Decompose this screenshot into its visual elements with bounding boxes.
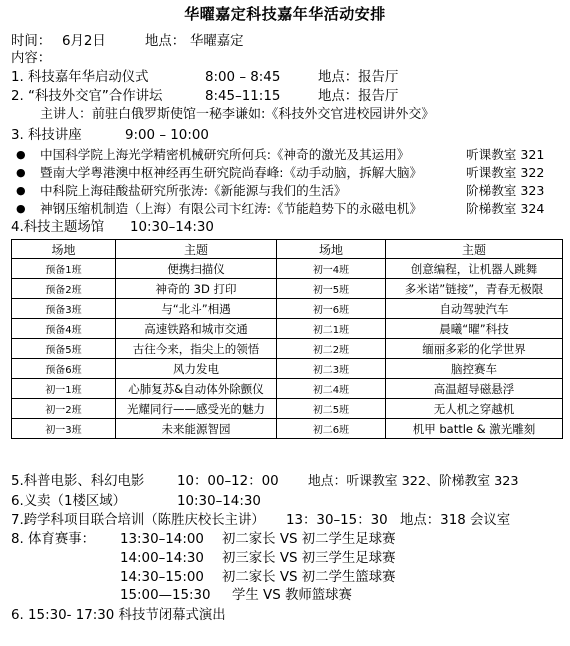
time-label: 时间： bbox=[11, 34, 52, 49]
table-header-cell: 主题 bbox=[386, 240, 563, 259]
table-row bbox=[12, 299, 563, 319]
sports-time: 14:00–14:30 bbox=[120, 551, 204, 566]
item1-time: 8:00 – 8:45 bbox=[205, 70, 281, 85]
table-cell: 古往今来，指尖上的领悟 bbox=[116, 339, 277, 359]
table-cell: 创意编程，让机器人跳舞 bbox=[386, 259, 563, 279]
item2-speaker: 主讲人：前驻白俄罗斯使馆一秘李谦如:《科技外交官进校园讲外交》 bbox=[40, 107, 435, 122]
item5-time: 10：00–12：00 bbox=[177, 474, 279, 489]
table-cell: 初二4班 bbox=[277, 379, 386, 399]
lecture-item: 暨南大学粤港澳中枢神经再生研究院尚春峰:《动手动脑，拆解大脑》 bbox=[40, 165, 423, 180]
lecture-room: 阶梯教室 324 bbox=[466, 201, 545, 216]
sports-time: 13:30–14:00 bbox=[120, 532, 204, 547]
table-header-cell: 场地 bbox=[277, 240, 386, 259]
lecture-bullet-icon: ● bbox=[16, 202, 26, 215]
item5-name: 5.科普电影、科幻电影 bbox=[11, 474, 145, 489]
table-row bbox=[12, 279, 563, 299]
item4-time: 10:30–14:30 bbox=[130, 220, 214, 235]
document-title: 华曜嘉定科技嘉年华活动安排 bbox=[184, 5, 386, 23]
sports-event: 初三家长 VS 初三学生足球赛 bbox=[222, 551, 396, 566]
table-cell: 机甲 battle & 激光雕刻 bbox=[386, 419, 563, 439]
lecture-item: 中国科学院上海光学精密机械研究所何兵:《神奇的激光及其运用》 bbox=[40, 147, 410, 162]
lecture-room: 听课教室 322 bbox=[466, 165, 545, 180]
table-row bbox=[12, 419, 563, 439]
item1-place: 地点：报告厅 bbox=[318, 70, 399, 85]
table-row bbox=[12, 379, 563, 399]
table-cell: 初一1班 bbox=[12, 379, 116, 399]
table-cell: 初二3班 bbox=[277, 359, 386, 379]
table-cell: 初一6班 bbox=[277, 299, 386, 319]
place-label: 地点： bbox=[145, 34, 186, 49]
lecture-item: 神钢压缩机制造（上海）有限公司卞红涛:《节能趋势下的永磁电机》 bbox=[40, 201, 423, 216]
table-cell: 预备6班 bbox=[12, 359, 116, 379]
table-row bbox=[12, 259, 563, 279]
item2-time: 8:45–11:15 bbox=[205, 89, 281, 104]
place-value: 华曜嘉定 bbox=[190, 34, 244, 49]
sports-event: 学生 VS 教师篮球赛 bbox=[232, 588, 352, 603]
table-cell: 预备5班 bbox=[12, 339, 116, 359]
lecture-bullet-icon: ● bbox=[16, 184, 26, 197]
sports-time: 14:30–15:00 bbox=[120, 570, 204, 585]
table-header-row bbox=[12, 240, 563, 259]
venue-table bbox=[11, 239, 563, 439]
lecture-bullet-icon: ● bbox=[16, 166, 26, 179]
table-cell: 脑控赛车 bbox=[386, 359, 563, 379]
table-cell: 初二6班 bbox=[277, 419, 386, 439]
item1-name: 1. 科技嘉年华启动仪式 bbox=[11, 70, 149, 85]
item3-time: 9:00 – 10:00 bbox=[125, 128, 209, 143]
table-row bbox=[12, 399, 563, 419]
item7-place: 地点：318 会议室 bbox=[400, 513, 511, 528]
table-cell: 神奇的 3D 打印 bbox=[116, 279, 277, 299]
table-cell: 心肺复苏&自动体外除颤仪 bbox=[116, 379, 277, 399]
table-cell: 缅丽多彩的化学世界 bbox=[386, 339, 563, 359]
table-cell: 高速铁路和城市交通 bbox=[116, 319, 277, 339]
table-cell: 初一3班 bbox=[12, 419, 116, 439]
item2-place: 地点：报告厅 bbox=[318, 89, 399, 104]
table-cell: 初二1班 bbox=[277, 319, 386, 339]
item5-place: 地点：听课教室 322、阶梯教室 323 bbox=[308, 474, 519, 489]
table-cell: 风力发电 bbox=[116, 359, 277, 379]
item8-name: 8. 体育赛事： bbox=[11, 532, 95, 547]
table-cell: 初一2班 bbox=[12, 399, 116, 419]
item7-name: 7.跨学科项目联合培训（陈胜庆校长主讲） bbox=[11, 513, 265, 528]
lecture-room: 阶梯教室 323 bbox=[466, 183, 545, 198]
table-row bbox=[12, 359, 563, 379]
table-cell: 高温超导磁悬浮 bbox=[386, 379, 563, 399]
lecture-room: 听课教室 321 bbox=[466, 147, 545, 162]
sports-event: 初二家长 VS 初二学生足球赛 bbox=[222, 532, 396, 547]
item3-name: 3. 科技讲座 bbox=[11, 128, 82, 143]
table-cell: 预备4班 bbox=[12, 319, 116, 339]
table-cell: 初二5班 bbox=[277, 399, 386, 419]
table-cell: 便携扫描仪 bbox=[116, 259, 277, 279]
table-header-cell: 主题 bbox=[116, 240, 277, 259]
table-cell: 初一5班 bbox=[277, 279, 386, 299]
table-row bbox=[12, 339, 563, 359]
sports-time: 15:00—15:30 bbox=[120, 588, 211, 603]
sports-event: 初二家长 VS 初二学生篮球赛 bbox=[222, 570, 396, 585]
table-cell: 自动驾驶汽车 bbox=[386, 299, 563, 319]
table-header-cell: 场地 bbox=[12, 240, 116, 259]
lecture-item: 中科院上海硅酸盐研究所张涛:《新能源与我们的生活》 bbox=[40, 183, 347, 198]
closing-ceremony: 6. 15:30- 17:30 科技节闭幕式演出 bbox=[11, 608, 226, 623]
table-cell: 与“北斗”相遇 bbox=[116, 299, 277, 319]
table-cell: 未来能源智园 bbox=[116, 419, 277, 439]
table-cell: 多米诺”链接”，青春无极限 bbox=[386, 279, 563, 299]
table-cell: 预备1班 bbox=[12, 259, 116, 279]
table-cell: 初二2班 bbox=[277, 339, 386, 359]
item7-time: 13：30–15：30 bbox=[286, 513, 388, 528]
table-cell: 预备3班 bbox=[12, 299, 116, 319]
table-cell: 晨曦“曜”科技 bbox=[386, 319, 563, 339]
item4-name: 4.科技主题场馆 bbox=[11, 220, 105, 235]
table-row bbox=[12, 319, 563, 339]
lecture-bullet-icon: ● bbox=[16, 148, 26, 161]
table-cell: 无人机之穿越机 bbox=[386, 399, 563, 419]
table-cell: 初一4班 bbox=[277, 259, 386, 279]
item2-name: 2. “科技外交官”合作讲坛 bbox=[11, 89, 163, 104]
table-cell: 预备2班 bbox=[12, 279, 116, 299]
table-cell: 光耀同行——感受光的魅力 bbox=[116, 399, 277, 419]
item6-name: 6.义卖（1楼区域） bbox=[11, 494, 127, 509]
item6-time: 10:30–14:30 bbox=[177, 494, 261, 509]
time-value: 6月2日 bbox=[62, 34, 106, 49]
content-label: 内容： bbox=[11, 51, 52, 66]
